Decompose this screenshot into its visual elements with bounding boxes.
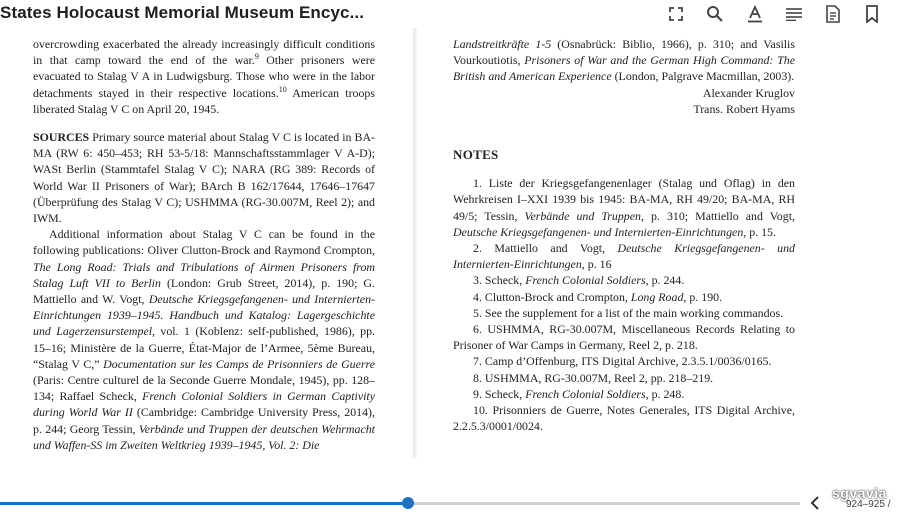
note-item: 9. Scheck, French Colonial Soldiers, p. 248. xyxy=(473,386,685,401)
translator-credit: Trans. Robert Hyams xyxy=(693,101,795,116)
note-item: 6. USHMMA, RG-30.007M, Miscellaneous Records Relating to Prisoner of War Camps in Germany, Reel 2, p. 218. xyxy=(453,322,795,353)
previous-page-button[interactable] xyxy=(806,492,824,514)
note-item: 5. See the supplement for a list of the main working commandos. xyxy=(473,305,784,320)
footnote-ref[interactable]: 9 xyxy=(254,52,259,62)
fullscreen-icon[interactable] xyxy=(664,2,688,26)
watermark: sgvavia xyxy=(832,485,887,501)
note-item: 7. Camp d’Offenburg, ITS Digital Archive, 2.3.5.1/0036/0165. xyxy=(473,354,772,369)
note-item: 2. Mattiello and Vogt, Deutsche Kriegsgefangenen- und Internierten-Einrichtungen, p. 16 xyxy=(453,241,795,272)
reader-toolbar xyxy=(0,0,900,28)
note-item: 3. Scheck, French Colonial Soldiers, p. 244. xyxy=(473,273,685,288)
author-credit: Alexander Kruglov xyxy=(702,85,795,100)
note-item: 1. Liste der Kriegsgefangenenlager (Stalag und Oflag) in den Wehrkreisen I–XXI 1939 bis 1945: BA-MA, RH 49/20; BA-MA, RH 49/5; Tessin, Verbände und Truppen, p. 310; Mattiello and Vogt, Deutsche Kriegsgefangenen- und Internierten-Einrichtungen, p. 15. xyxy=(453,176,795,239)
note-item: 10. Prisonniers de Guerre, Notes Generales, ITS Digital Archive, 2.2.5.3/0001/0024. xyxy=(453,403,795,434)
page-counter: 924–925 / xyxy=(846,499,891,510)
note-item: 8. USHMMA, RG-30.007M, Reel 2, pp. 218–219. xyxy=(473,370,714,385)
page-gutter xyxy=(412,28,418,458)
book-title: States Holocaust Memorial Museum Encyc... xyxy=(0,3,365,22)
footnote-ref[interactable]: 10 xyxy=(278,84,287,94)
progress-fill xyxy=(0,502,408,505)
reading-progress-bar[interactable] xyxy=(0,502,800,505)
paragraph: Landstreitkräfte 1-5 (Osnabrück: Biblio, 1966), p. 310; and Vasilis Vourkoutiotis, Prisoners of War and the German High Command: The British and American Experience (London, Palgrave Macmillan, 2003). xyxy=(453,37,795,84)
left-page xyxy=(33,36,375,453)
text-format-icon[interactable] xyxy=(743,2,767,26)
document-icon[interactable] xyxy=(821,2,845,26)
progress-slider-handle[interactable] xyxy=(402,497,414,509)
paragraph: overcrowding exacerbated the already increasingly difficult conditions in that camp toward the end of the war.$^9$ Other prisoners were evacuated to Stalag V A in Ludwigsburg. Those who were in the labor detachments stayed in their respective locations.$^{10}$ American troops liberated Stalag V C on April 20, 1945. xyxy=(33,37,375,116)
sources-label: SOURCES xyxy=(33,130,90,145)
chevron-left-icon xyxy=(810,495,820,511)
sources-paragraph: SOURCES Primary source material about Stalag V C is located in BA-MA (RW 6: 450–453; RH 53-5/18: Mannschaftsstammlager V A-D); WASt Berlin (Stammtafel Stalag V C); NARA (RG 389: Records of World War II Prisoners of War); BArch B 162/17644, 17646–17647 (Überprüfung des Stalag V C); USHMMA (RG-30.007M, Reel 2); and IWM. xyxy=(33,130,375,226)
list-icon[interactable] xyxy=(782,2,806,26)
notes-heading: NOTES xyxy=(453,147,499,163)
search-icon[interactable] xyxy=(703,2,727,26)
note-item: 4. Clutton-Brock and Crompton, Long Road, p. 190. xyxy=(473,289,723,304)
right-page xyxy=(453,36,795,434)
additional-info-paragraph: Additional information about Stalag V C can be found in the following publications: Oliver Clutton-Brock and Raymond Crompton, The Long Road: Trials and Tribulations of Airmen Prisoners from Stalag Luft VII to Berlin (London: Grub Street, 2014), p. 190; G. Mattiello and W. Vogt, Deutsche Kriegsgefangenen- und Internierten-Einrichtungen 1939–1945. Handbuch und Katalog: Lagergeschichte und Lagerzensurstempel, vol. 1 (Koblenz: self-published, 1986), pp. 15–16; Ministère de la Guerre, État-Major de l’Armee, 5ème Bureau, “Stalag V C,” Documentation sur les Camps de Prisonniers de Guerre (Paris: Centre culturel de la Seconde Guerre Mondale, 1945), pp. 128–134; Raffael Scheck, French Colonial Soldiers in German Captivity during World War II (Cambridge: Cambridge University Press, 2014), p. 244; Georg Tessin, Verbände und Truppen der deutschen Wehrmacht und Waffen-SS im Zweiten Weltkrieg 1939–1945, Vol. 2: Die xyxy=(33,227,376,452)
bookmark-icon[interactable] xyxy=(860,2,884,26)
